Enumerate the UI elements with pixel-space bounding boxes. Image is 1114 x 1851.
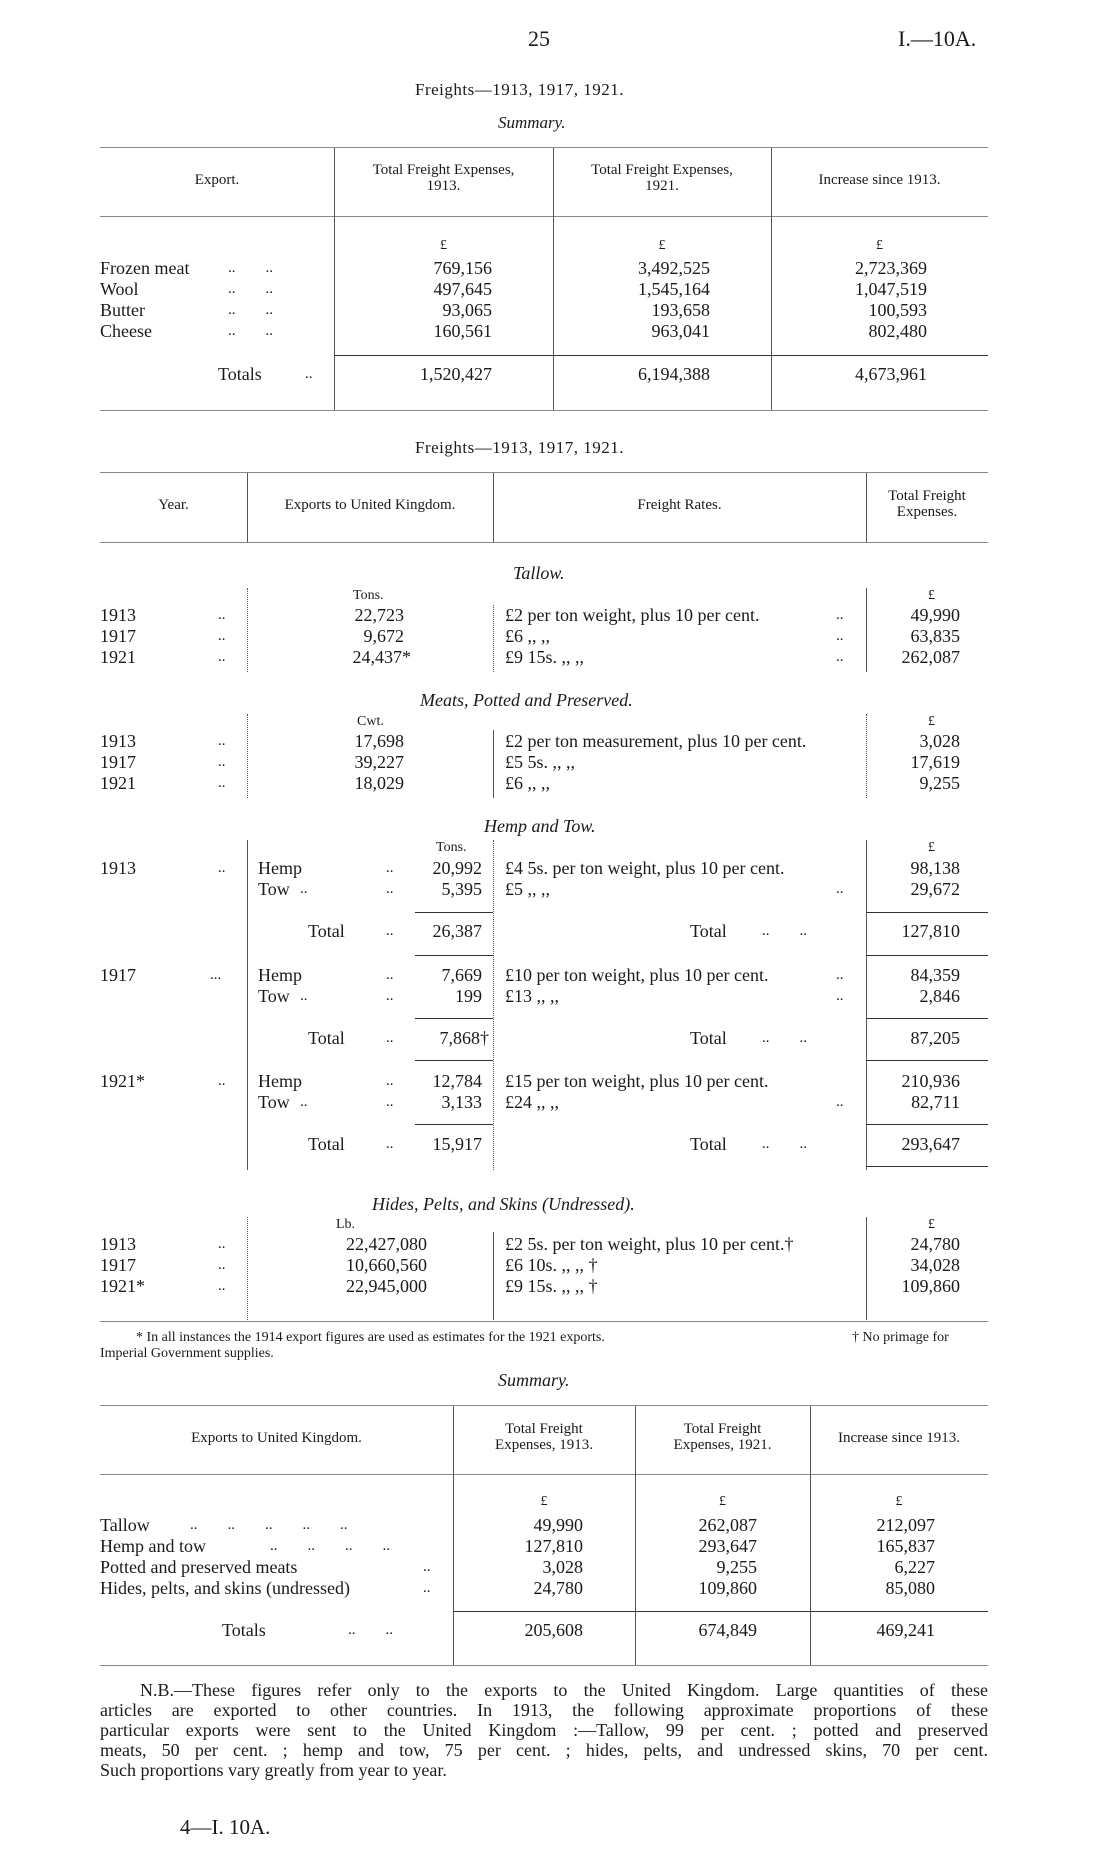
summary-1-currency: £: [876, 238, 883, 253]
summary-2-row-label: Hemp and tow: [100, 1536, 206, 1556]
tallow-rate: £6 ,, ,,: [505, 626, 550, 646]
section-title-1: Freights—1913, 1917, 1921.: [415, 80, 624, 99]
summary-1-row-label: Frozen meat: [100, 258, 190, 278]
summary-2-header-exports: Exports to United Kingdom.: [191, 1430, 362, 1446]
hides-year: 1917: [100, 1255, 136, 1275]
summary-2-cell: 165,837: [876, 1536, 935, 1556]
detail-header-year: Year.: [158, 497, 189, 513]
hemp-item-rate: £4 5s. per ton weight, plus 10 per cent.: [505, 858, 785, 878]
summary-1-cell: 93,065: [442, 300, 492, 320]
hemp-qty-total: 7,868†: [439, 1028, 489, 1048]
hemp-group-total: 87,205: [910, 1028, 960, 1048]
summary-2-cell: 127,810: [524, 1536, 583, 1556]
summary-1-cell: 2,723,369: [855, 258, 927, 278]
hides-unit: Lb.: [336, 1217, 356, 1232]
hemp-qty-total: 26,387: [432, 921, 482, 941]
summary-2-row-label: Potted and preserved meats: [100, 1557, 298, 1577]
hides-year: 1913: [100, 1234, 136, 1254]
hides-rate: £6 10s. ,, ,, †: [505, 1255, 598, 1275]
hides-total: 24,780: [910, 1234, 960, 1254]
page-number: 25: [528, 26, 550, 51]
summary-1-cell: 802,480: [868, 321, 927, 341]
tallow-currency: £: [928, 588, 935, 603]
hemp-item-rate: £10 per ton weight, plus 10 per cent.: [505, 965, 769, 985]
hides-year: 1921*: [100, 1276, 145, 1296]
tallow-qty: 24,437*: [352, 647, 411, 667]
summary-2-header-increase: Increase since 1913.: [837, 1430, 961, 1446]
summary-1-cell: 160,561: [433, 321, 492, 341]
summary-2-cell: 3,028: [542, 1557, 583, 1577]
summary-2-cell: 262,087: [698, 1515, 757, 1535]
summary-1-cell: 769,156: [433, 258, 492, 278]
summary-1-total: 4,673,961: [855, 364, 927, 384]
hemp-item-qty: 199: [455, 986, 482, 1006]
meats-total: 17,619: [910, 752, 960, 772]
meats-qty: 18,029: [354, 773, 404, 793]
hemp-item-qty: 5,395: [441, 879, 482, 899]
hemp-total-label: Total: [308, 921, 345, 941]
meats-year: 1917: [100, 752, 136, 772]
summary-1-cell: 1,047,519: [855, 279, 927, 299]
detail-header-total: Total Freight Expenses.: [888, 488, 966, 520]
hides-currency: £: [928, 1217, 935, 1232]
summary-1-label: Summary.: [498, 113, 566, 132]
nb-line: N.B.—These figures refer only to the exports to the United Kingdom. Large quantities of these: [140, 1680, 988, 1700]
hides-rate: £9 15s. ,, ,, †: [505, 1276, 598, 1296]
meats-rate: £2 per ton measurement, plus 10 per cent.: [505, 731, 807, 751]
summary-1-total: 6,194,388: [638, 364, 710, 384]
summary-2-totals-label: Totals: [222, 1620, 266, 1640]
summary-2-header-1921: Total Freight Expenses, 1921.: [673, 1421, 772, 1453]
summary-1-cell: 193,658: [651, 300, 710, 320]
meats-total: 9,255: [919, 773, 960, 793]
hemp-qty-total: 15,917: [432, 1134, 482, 1154]
hides-qty: 22,427,080: [346, 1234, 427, 1254]
tallow-total: 49,990: [910, 605, 960, 625]
page-reference: I.—10A.: [898, 26, 977, 51]
meats-unit: Cwt.: [357, 714, 384, 729]
hemp-unit: Tons.: [436, 840, 467, 855]
summary-1-cell: 963,041: [651, 321, 710, 341]
summary-1-row-label: Butter: [100, 300, 145, 320]
hemp-item-qty: 3,133: [441, 1092, 482, 1112]
hemp-title: Hemp and Tow.: [484, 816, 596, 836]
hemp-item-total: 2,846: [919, 986, 960, 1006]
hemp-item-qty: 20,992: [432, 858, 482, 878]
summary-2-total: 469,241: [876, 1620, 935, 1640]
summary-1-cell: 1,545,164: [638, 279, 710, 299]
summary-1-row-label: Wool: [100, 279, 139, 299]
summary-2-currency: £: [719, 1494, 726, 1509]
tallow-qty: 22,723: [354, 605, 404, 625]
nb-line: particular exports were sent to the United Kingdom :—Tallow, 99 per cent. ; potted and preserved: [100, 1720, 988, 1740]
summary-1-total: 1,520,427: [420, 364, 492, 384]
summary-2-cell: 85,080: [885, 1578, 935, 1598]
hemp-item-rate: £13 ,, ,,: [505, 986, 559, 1006]
summary-1-header-increase: Increase since 1913.: [818, 172, 941, 188]
tallow-unit: Tons.: [353, 588, 384, 603]
footnote-dagger: † No primage for: [852, 1330, 949, 1345]
hemp-item-name: Hemp: [258, 858, 302, 878]
hides-qty: 22,945,000: [346, 1276, 427, 1296]
summary-1-totals-label: Totals: [218, 364, 262, 384]
summary-1-cell: 3,492,525: [638, 258, 710, 278]
hemp-item-qty: 12,784: [432, 1071, 482, 1091]
tallow-year: 1921: [100, 647, 136, 667]
hides-rate: £2 5s. per ton weight, plus 10 per cent.†: [505, 1234, 794, 1254]
nb-line: meats, 50 per cent. ; hemp and tow, 75 per cent. ; hides, pelts, and undressed skins, 70 per cent.: [100, 1740, 988, 1760]
summary-1-currency: £: [440, 238, 447, 253]
hemp-total-label: Total: [690, 921, 727, 941]
meats-year: 1913: [100, 731, 136, 751]
meats-qty: 17,698: [354, 731, 404, 751]
hides-title: Hides, Pelts, and Skins (Undressed).: [372, 1194, 635, 1214]
hemp-item-name: Hemp: [258, 965, 302, 985]
hemp-group-total: 293,647: [901, 1134, 960, 1154]
summary-2-cell: 109,860: [698, 1578, 757, 1598]
summary-2-currency: £: [540, 1494, 548, 1509]
meats-rate: £6 ,, ,,: [505, 773, 550, 793]
summary-2-currency: £: [895, 1494, 903, 1509]
summary-1-header-1913: Total Freight Expenses, 1913.: [372, 162, 515, 194]
hemp-total-label: Total: [308, 1028, 345, 1048]
hides-total: 109,860: [901, 1276, 960, 1296]
tallow-total: 63,835: [910, 626, 960, 646]
summary-2-cell: 49,990: [533, 1515, 583, 1535]
summary-2-total: 205,608: [524, 1620, 583, 1640]
hides-total: 34,028: [910, 1255, 960, 1275]
hemp-total-label: Total: [308, 1134, 345, 1154]
summary-2-cell: 212,097: [876, 1515, 935, 1535]
summary-1-row-label: Cheese: [100, 321, 152, 341]
footnote-star-continued: Imperial Government supplies.: [100, 1346, 274, 1361]
summary-1-currency: £: [658, 238, 666, 253]
tallow-qty: 9,672: [363, 626, 404, 646]
detail-header-exports: Exports to United Kingdom.: [284, 497, 456, 513]
hemp-item-total: 98,138: [910, 858, 960, 878]
nb-line: articles are exported to other countries. In 1913, the following approximate proportions of these: [100, 1700, 988, 1720]
hemp-item-total: 210,936: [901, 1071, 960, 1091]
nb-line: Such proportions vary greatly from year to year.: [100, 1760, 447, 1780]
hemp-item-rate: £24 ,, ,,: [505, 1092, 559, 1112]
hemp-year: 1917: [100, 965, 136, 985]
signature-ref: 4—I. 10A.: [180, 1815, 271, 1839]
hemp-total-label: Total: [690, 1134, 727, 1154]
hemp-item-rate: £15 per ton weight, plus 10 per cent.: [505, 1071, 769, 1091]
tallow-title: Tallow.: [513, 563, 565, 583]
hemp-total-label: Total: [690, 1028, 727, 1048]
section-title-2: Freights—1913, 1917, 1921.: [415, 438, 624, 457]
hemp-item-qty: 7,669: [441, 965, 482, 985]
hemp-item-total: 82,711: [911, 1092, 960, 1112]
footnote-star: * In all instances the 1914 export figures are used as estimates for the 1921 exports.: [136, 1330, 605, 1345]
tallow-year: 1913: [100, 605, 136, 625]
tallow-year: 1917: [100, 626, 136, 646]
summary-1-header-1921: Total Freight Expenses, 1921.: [591, 162, 733, 194]
meats-rate: £5 5s. ,, ,,: [505, 752, 576, 772]
hemp-item-name: Tow: [258, 986, 290, 1006]
hemp-item-total: 29,672: [910, 879, 960, 899]
tallow-total: 262,087: [901, 647, 960, 667]
hemp-item-rate: £5 ,, ,,: [505, 879, 550, 899]
tallow-rate: £2 per ton weight, plus 10 per cent.: [505, 605, 760, 625]
nb-paragraph: [100, 1680, 988, 1780]
summary-2-row-label: Tallow: [100, 1515, 150, 1535]
summary-2-cell: 6,227: [894, 1557, 935, 1577]
hemp-currency: £: [928, 840, 935, 855]
detail-header-rates: Freight Rates.: [637, 497, 722, 513]
hemp-item-name: Tow: [258, 879, 290, 899]
hemp-item-total: 84,359: [910, 965, 960, 985]
tallow-rate: £9 15s. ,, ,,: [505, 647, 585, 667]
hides-qty: 10,660,560: [346, 1255, 427, 1275]
hemp-item-name: Hemp: [258, 1071, 302, 1091]
hemp-year: 1921*: [100, 1071, 145, 1091]
meats-title: Meats, Potted and Preserved.: [420, 690, 633, 710]
summary-1-cell: 100,593: [868, 300, 927, 320]
summary-2-header-1913: Total Freight Expenses, 1913.: [495, 1421, 593, 1453]
meats-total: 3,028: [919, 731, 960, 751]
summary-2-row-label: Hides, pelts, and skins (undressed): [100, 1578, 350, 1598]
hemp-item-name: Tow: [258, 1092, 290, 1112]
summary-2-cell: 293,647: [698, 1536, 757, 1556]
summary-2-cell: 24,780: [533, 1578, 583, 1598]
meats-currency: £: [928, 714, 935, 729]
meats-year: 1921: [100, 773, 136, 793]
summary-2-label: Summary.: [498, 1370, 570, 1390]
summary-1-header-export: Export.: [194, 172, 240, 188]
summary-1-cell: 497,645: [433, 279, 492, 299]
summary-2-total: 674,849: [698, 1620, 757, 1640]
meats-qty: 39,227: [354, 752, 404, 772]
hemp-year: 1913: [100, 858, 136, 878]
summary-2-cell: 9,255: [716, 1557, 757, 1577]
hemp-group-total: 127,810: [901, 921, 960, 941]
